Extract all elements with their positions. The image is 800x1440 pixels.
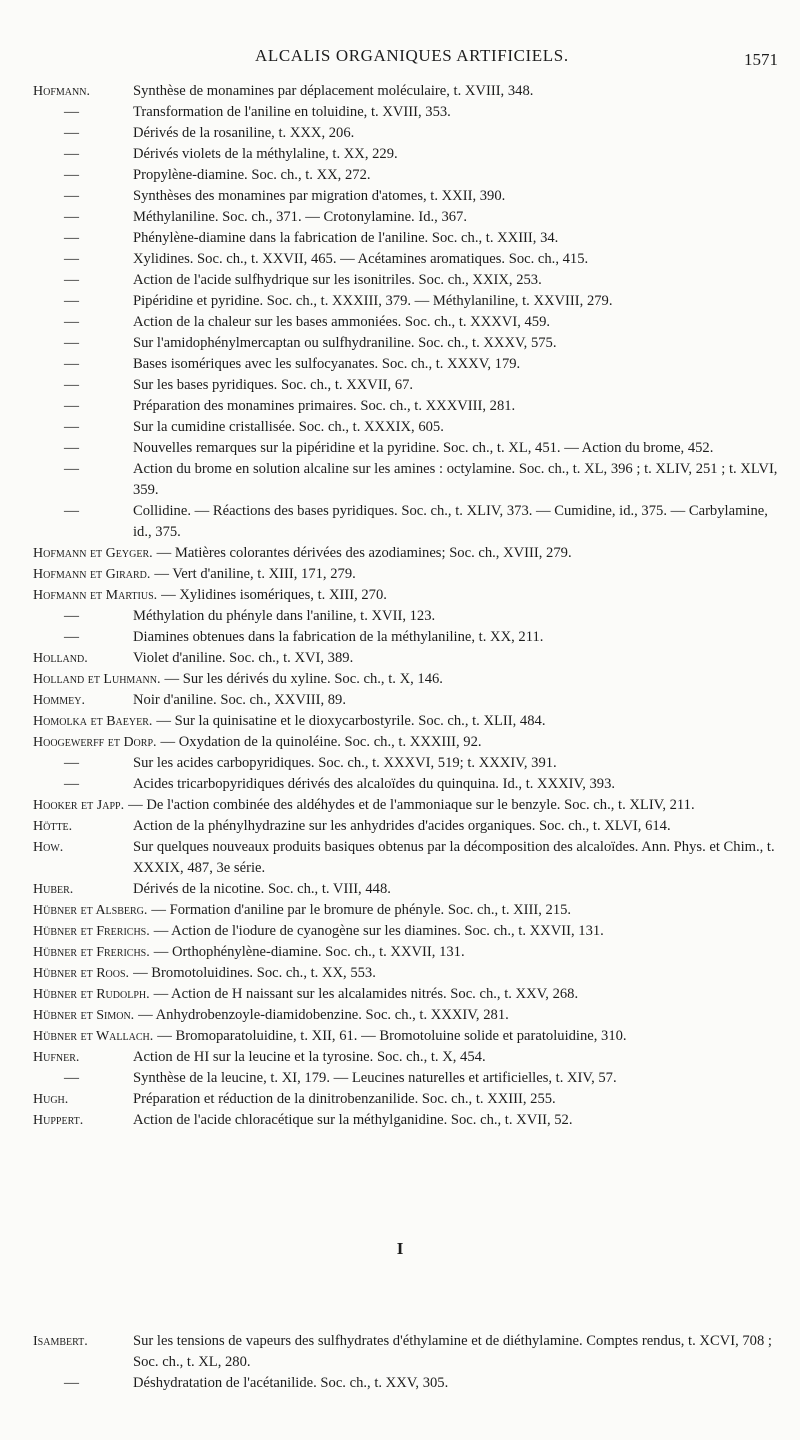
- list-item: [0, 438, 800, 459]
- ditto-dash: —: [64, 125, 79, 141]
- entry-text: [33, 900, 778, 921]
- running-head: ALCALIS ORGANIQUES ARTIFICIELS.: [255, 46, 569, 65]
- entry-author: Hübner et Frerichs.: [33, 924, 150, 939]
- list-item: [0, 186, 800, 207]
- list-item: [0, 606, 800, 627]
- list-item: [0, 816, 800, 837]
- list-item: [0, 837, 800, 879]
- entry-author: Homolka et Baeyer.: [33, 714, 153, 729]
- entry-author: Hooker et Japp.: [33, 798, 125, 813]
- ditto-dash: —: [64, 419, 79, 435]
- list-item: [0, 228, 800, 249]
- list-item: [0, 459, 800, 501]
- ditto-dash: —: [64, 230, 79, 246]
- entry-citation: Préparation des monamines primaires. Soc. ch., t. XXXVIII, 281.: [133, 398, 516, 414]
- list-item: [0, 711, 800, 732]
- entry-text: [33, 669, 778, 690]
- list-item: [0, 123, 800, 144]
- entry-citation: — Sur la quinisatine et le dioxycarbostyrile. Soc. ch., t. XLII, 484.: [156, 713, 546, 729]
- entry-citation: — Vert d'aniline, t. XIII, 171, 279.: [154, 566, 356, 582]
- entry-citation: Sur l'amidophénylmercaptan ou sulfhydraniline. Soc. ch., t. XXXV, 575.: [133, 335, 557, 351]
- entry-author: Hugh.: [33, 1092, 69, 1107]
- list-item: [0, 375, 800, 396]
- ditto-dash: —: [64, 146, 79, 162]
- entry-citation: Phénylène-diamine dans la fabrication de l'aniline. Soc. ch., t. XXIII, 34.: [133, 230, 559, 246]
- entry-text: [33, 585, 778, 606]
- entry-author: Isambert.: [33, 1334, 88, 1349]
- entry-author: Huber.: [33, 882, 74, 897]
- list-item: [0, 144, 800, 165]
- entry-citation: Action de la phénylhydrazine sur les anhydrides d'acides organiques. Soc. ch., t. XLVI, 614.: [133, 818, 671, 834]
- entry-citation: Propylène-diamine. Soc. ch., t. XX, 272.: [133, 167, 371, 183]
- entry-author: Hübner et Alsberg.: [33, 903, 148, 918]
- entry-author: Hofmann.: [33, 84, 90, 99]
- entry-citation: — Oxydation de la quinoléine. Soc. ch., t. XXXIII, 92.: [160, 734, 482, 750]
- ditto-dash: —: [64, 272, 79, 288]
- entry-citation: Bases isomériques avec les sulfocyanates. Soc. ch., t. XXXV, 179.: [133, 356, 521, 372]
- entry-author: How.: [33, 840, 64, 855]
- list-item: [0, 900, 800, 921]
- list-item: [0, 879, 800, 900]
- list-item: [0, 921, 800, 942]
- ditto-dash: —: [64, 356, 79, 372]
- entry-citation: — De l'action combinée des aldéhydes et de l'ammoniaque sur le benzyle. Soc. ch., t. XLIV, 211.: [128, 797, 695, 813]
- entry-citation: Nouvelles remarques sur la pipéridine et la pyridine. Soc. ch., t. XL, 451. — Action du brome, 452.: [133, 440, 714, 456]
- entry-author: Hübner et Wallach.: [33, 1029, 154, 1044]
- list-item: [0, 270, 800, 291]
- list-item: [0, 585, 800, 606]
- entry-author: Holland.: [33, 651, 88, 666]
- entry-citation: — Action de l'iodure de cyanogène sur les diamines. Soc. ch., t. XXVII, 131.: [153, 923, 604, 939]
- entry-author: Hoogewerff et Dorp.: [33, 735, 157, 750]
- entry-citation: Sur quelques nouveaux produits basiques obtenus par la décomposition des alcaloïdes. Ann. Phys. et Chim., t. XXXIX, 487, 3e série.: [133, 839, 775, 876]
- entry-citation: — Sur les dérivés du xyline. Soc. ch., t. X, 146.: [164, 671, 443, 687]
- entry-text: [33, 795, 778, 816]
- list-item: [0, 312, 800, 333]
- entry-author: Hübner et Rudolph.: [33, 987, 150, 1002]
- ditto-dash: —: [64, 776, 79, 792]
- entry-citation: Action de la chaleur sur les bases ammoniées. Soc. ch., t. XXXVI, 459.: [133, 314, 551, 330]
- entry-citation: — Action de H naissant sur les alcalamides nitrés. Soc. ch., t. XXV, 268.: [153, 986, 579, 1002]
- entry-citation: Sur la cumidine cristallisée. Soc. ch., t. XXXIX, 605.: [133, 419, 444, 435]
- list-item: [0, 543, 800, 564]
- page-header: [0, 44, 800, 74]
- ditto-dash: —: [64, 1070, 79, 1086]
- entry-citation: — Bromotoluidines. Soc. ch., t. XX, 553.: [133, 965, 376, 981]
- ditto-dash: —: [64, 503, 79, 519]
- list-item: [0, 1373, 800, 1394]
- list-item: [0, 1047, 800, 1068]
- list-item: [0, 1068, 800, 1089]
- ditto-dash: —: [64, 1375, 79, 1391]
- ditto-dash: —: [64, 335, 79, 351]
- entry-author: Hübner et Simon.: [33, 1008, 135, 1023]
- entry-author: Hofmann et Martius.: [33, 588, 158, 603]
- entry-text: [33, 984, 778, 1005]
- entry-citation: Méthylaniline. Soc. ch., 371. — Crotonylamine. Id., 367.: [133, 209, 467, 225]
- entry-citation: Synthèse de la leucine, t. XI, 179. — Leucines naturelles et artificielles, t. XIV, 57.: [133, 1070, 617, 1086]
- ditto-dash: —: [64, 629, 79, 645]
- list-item: [0, 417, 800, 438]
- entry-citation: Méthylation du phényle dans l'aniline, t. XVII, 123.: [133, 608, 436, 624]
- entry-citation: Violet d'aniline. Soc. ch., t. XVI, 389.: [133, 650, 354, 666]
- list-item: [0, 690, 800, 711]
- ditto-dash: —: [64, 209, 79, 225]
- list-item: [0, 249, 800, 270]
- list-item: [0, 732, 800, 753]
- entry-text: [33, 963, 778, 984]
- ditto-dash: —: [64, 755, 79, 771]
- list-item: [0, 1110, 800, 1131]
- list-item: [0, 1026, 800, 1047]
- entry-citation: — Bromoparatoluidine, t. XII, 61. — Bromotoluine solide et paratoluidine, 310.: [157, 1028, 627, 1044]
- ditto-dash: —: [64, 188, 79, 204]
- entry-citation: — Formation d'aniline par le bromure de phényle. Soc. ch., t. XIII, 215.: [151, 902, 572, 918]
- entry-citation: Pipéridine et pyridine. Soc. ch., t. XXXIII, 379. — Méthylaniline, t. XXVIII, 279.: [133, 293, 613, 309]
- entry-citation: Xylidines. Soc. ch., t. XXVII, 465. — Acétamines aromatiques. Soc. ch., 415.: [133, 251, 589, 267]
- list-item: [0, 396, 800, 417]
- list-item: [0, 1331, 800, 1373]
- entry-citation: Action de l'acide sulfhydrique sur les isonitriles. Soc. ch., XXIX, 253.: [133, 272, 542, 288]
- list-item: [0, 963, 800, 984]
- ditto-dash: —: [64, 251, 79, 267]
- entry-citation: Action du brome en solution alcaline sur les amines : octylamine. Soc. ch., t. XL, 396 ; t. XLIV, 251 ; t. XLVI, 359.: [133, 461, 778, 498]
- list-item: [0, 354, 800, 375]
- ditto-dash: —: [64, 293, 79, 309]
- entry-citation: Déshydratation de l'acétanilide. Soc. ch., t. XXV, 305.: [133, 1375, 449, 1391]
- list-item: [0, 564, 800, 585]
- entry-author: Hübner et Frerichs.: [33, 945, 150, 960]
- bibliography-list-i: [0, 1331, 800, 1394]
- entry-text: [33, 942, 778, 963]
- list-item: [0, 165, 800, 186]
- list-item: [0, 81, 800, 102]
- list-item: [0, 333, 800, 354]
- entry-citation: Dérivés de la nicotine. Soc. ch., t. VIII, 448.: [133, 881, 391, 897]
- entry-citation: Synthèses des monamines par migration d'atomes, t. XXII, 390.: [133, 188, 506, 204]
- entry-citation: Sur les acides carbopyridiques. Soc. ch., t. XXXVI, 519; t. XXXIV, 391.: [133, 755, 557, 771]
- list-item: [0, 207, 800, 228]
- entry-text: [33, 1026, 778, 1047]
- entry-citation: Collidine. — Réactions des bases pyridiques. Soc. ch., t. XLIV, 373. — Cumidine, id., 375. — Carbylamine, id., 375.: [133, 503, 768, 540]
- entry-citation: — Orthophénylène-diamine. Soc. ch., t. XXVII, 131.: [153, 944, 465, 960]
- list-item: [0, 501, 800, 543]
- entry-citation: Synthèse de monamines par déplacement moléculaire, t. XVIII, 348.: [133, 83, 534, 99]
- entry-author: Huppert.: [33, 1113, 84, 1128]
- entry-citation: Acides tricarbopyridiques dérivés des alcaloïdes du quinquina. Id., t. XXXIV, 393.: [133, 776, 616, 792]
- ditto-dash: —: [64, 608, 79, 624]
- list-item: [0, 774, 800, 795]
- entry-text: [33, 732, 778, 753]
- entry-citation: Diamines obtenues dans la fabrication de la méthylaniline, t. XX, 211.: [133, 629, 544, 645]
- list-item: [0, 1089, 800, 1110]
- list-item: [0, 648, 800, 669]
- section-letter: I: [396, 1239, 404, 1258]
- entry-citation: Noir d'aniline. Soc. ch., XXVIII, 89.: [133, 692, 346, 708]
- entry-citation: Dérivés violets de la méthylaline, t. XX, 229.: [133, 146, 398, 162]
- entry-citation: — Anhydrobenzoyle-diamidobenzine. Soc. ch., t. XXXIV, 281.: [138, 1007, 509, 1023]
- list-item: [0, 627, 800, 648]
- list-item: [0, 942, 800, 963]
- list-item: [0, 753, 800, 774]
- entry-citation: Action de HI sur la leucine et la tyrosine. Soc. ch., t. X, 454.: [133, 1049, 486, 1065]
- ditto-dash: —: [64, 167, 79, 183]
- list-item: [0, 291, 800, 312]
- entry-author: Hübner et Roos.: [33, 966, 130, 981]
- entry-author: Hofmann et Girard.: [33, 567, 151, 582]
- entry-citation: Sur les tensions de vapeurs des sulfhydrates d'éthylamine et de diéthylamine. Comptes rendus, t. XCVI, 708 ; Soc. ch., t. XL, 280.: [133, 1333, 772, 1370]
- entry-citation: Dérivés de la rosaniline, t. XXX, 206.: [133, 125, 355, 141]
- ditto-dash: —: [64, 104, 79, 120]
- entry-citation: Préparation et réduction de la dinitrobenzanilide. Soc. ch., t. XXIII, 255.: [133, 1091, 556, 1107]
- entry-author: Hötte.: [33, 819, 73, 834]
- bibliography-list-h: [0, 81, 800, 1131]
- ditto-dash: —: [64, 461, 79, 477]
- entry-text: [33, 921, 778, 942]
- entry-author: Holland et Luhmann.: [33, 672, 161, 687]
- list-item: [0, 669, 800, 690]
- entry-citation: Transformation de l'aniline en toluidine, t. XVIII, 353.: [133, 104, 451, 120]
- entry-text: [33, 543, 778, 564]
- ditto-dash: —: [64, 377, 79, 393]
- ditto-dash: —: [64, 398, 79, 414]
- list-item: [0, 1005, 800, 1026]
- ditto-dash: —: [64, 440, 79, 456]
- ditto-dash: —: [64, 314, 79, 330]
- list-item: [0, 795, 800, 816]
- entry-text: [33, 711, 778, 732]
- entry-citation: Action de l'acide chloracétique sur la méthylganidine. Soc. ch., t. XVII, 52.: [133, 1112, 573, 1128]
- entry-citation: Sur les bases pyridiques. Soc. ch., t. XXVII, 67.: [133, 377, 414, 393]
- page-number: 1571: [744, 50, 778, 69]
- entry-citation: — Xylidines isomériques, t. XIII, 270.: [161, 587, 387, 603]
- entry-citation: — Matières colorantes dérivées des azodiamines; Soc. ch., XVIII, 279.: [156, 545, 572, 561]
- entry-text: [33, 1005, 778, 1026]
- list-item: [0, 102, 800, 123]
- entry-author: Hofmann et Geyger.: [33, 546, 153, 561]
- list-item: [0, 984, 800, 1005]
- entry-text: [33, 564, 778, 585]
- entry-author: Hommey.: [33, 693, 85, 708]
- entry-author: Hufner.: [33, 1050, 80, 1065]
